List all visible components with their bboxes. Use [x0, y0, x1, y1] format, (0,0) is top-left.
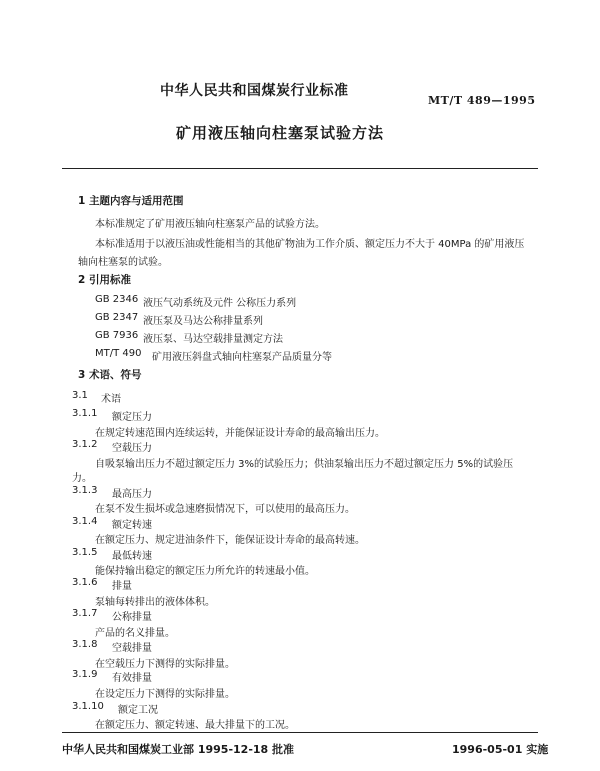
- term-number: 3.1.3: [72, 484, 98, 496]
- term-definition: 泵轴每转排出的液体体积。: [95, 596, 215, 608]
- term-number: 3.1.7: [72, 608, 98, 620]
- term-name: 额定工况: [118, 704, 158, 716]
- term-definition: 在规定转速范围内连续运转，并能保证设计寿命的最高输出压力。: [95, 427, 385, 439]
- term-definition: 在额定压力、额定转速、最大排量下的工况。: [95, 720, 295, 731]
- term-definition: 产品的名义排量。: [95, 627, 175, 639]
- term-name: 有效排量: [112, 673, 152, 685]
- term-name: 最低转速: [112, 550, 152, 562]
- reference-code: MT/T 490: [95, 348, 142, 359]
- footer-divider: [62, 732, 538, 733]
- term-name: 额定压力: [112, 412, 152, 423]
- reference-code: GB 2346: [95, 294, 139, 305]
- term-number: 3.1.9: [72, 669, 98, 681]
- approval-line: 中华人民共和国煤炭工业部 1995-12-18 批准: [62, 743, 295, 756]
- term-definition: 能保持输出稳定的额定压力所允许的转速最小值。: [95, 566, 315, 578]
- term-name: 空载排量: [112, 643, 152, 655]
- section-2-heading: 2 引用标准: [78, 274, 131, 286]
- effective-date: 1996-05-01 实施: [452, 743, 549, 756]
- term-name: 额定转速: [112, 519, 152, 531]
- reference-title: 液压气动系统及元件 公称压力系列: [143, 298, 297, 309]
- term-definition-continuation: 力。: [72, 473, 92, 485]
- issuer-heading: 中华人民共和国煤炭行业标准: [160, 83, 349, 99]
- reference-code: GB 2347: [95, 312, 139, 323]
- section-3-heading: 3 术语、符号: [78, 369, 142, 381]
- standard-code: MT/T 489—1995: [428, 94, 536, 107]
- term-number: 3.1.2: [72, 439, 98, 450]
- term-name: 最高压力: [112, 488, 152, 500]
- clause-number: 3.1: [72, 390, 88, 401]
- term-definition: 在设定压力下测得的实际排量。: [95, 689, 235, 700]
- term-number: 3.1.8: [72, 639, 98, 651]
- term-definition: 在泵不发生损坏或急速磨损情况下，可以使用的最高压力。: [95, 504, 355, 516]
- reference-code: GB 7936: [95, 330, 139, 341]
- term-number: 3.1.5: [72, 546, 98, 558]
- clause-title: 术语: [101, 394, 121, 405]
- section-1-paragraph-1: 本标准规定了矿用液压轴向柱塞泵产品的试验方法。: [95, 219, 325, 230]
- term-number: 3.1.1: [72, 408, 98, 419]
- term-name: 公称排量: [112, 612, 152, 624]
- header-divider: [62, 168, 538, 169]
- section-1-heading: 1 主题内容与适用范围: [78, 195, 184, 207]
- document-title: 矿用液压轴向柱塞泵试验方法: [176, 124, 385, 142]
- term-name: 排量: [112, 581, 132, 593]
- term-name: 空载压力: [112, 443, 152, 454]
- term-definition: 自吸泵输出压力不超过额定压力 3%的试验压力；供油泵输出压力不超过额定压力 5%的试验压: [95, 458, 514, 470]
- term-definition: 在空载压力下测得的实际排量。: [95, 658, 235, 670]
- reference-title: 矿用液压斜盘式轴向柱塞泵产品质量分等: [152, 352, 332, 363]
- term-number: 3.1.10: [72, 700, 104, 712]
- term-definition: 在额定压力、规定进油条件下，能保证设计寿命的最高转速。: [95, 535, 365, 547]
- term-number: 3.1.6: [72, 577, 98, 589]
- reference-title: 液压泵、马达空载排量测定方法: [143, 334, 283, 345]
- reference-title: 液压泵及马达公称排量系列: [143, 316, 263, 327]
- term-number: 3.1.4: [72, 515, 98, 527]
- section-1-paragraph-2-line-1: 本标准适用于以液压油或性能相当的其他矿物油为工作介质、额定压力不大于 40MPa 的矿用液压: [95, 239, 525, 250]
- section-1-paragraph-2-line-2: 轴向柱塞泵的试验。: [78, 257, 168, 268]
